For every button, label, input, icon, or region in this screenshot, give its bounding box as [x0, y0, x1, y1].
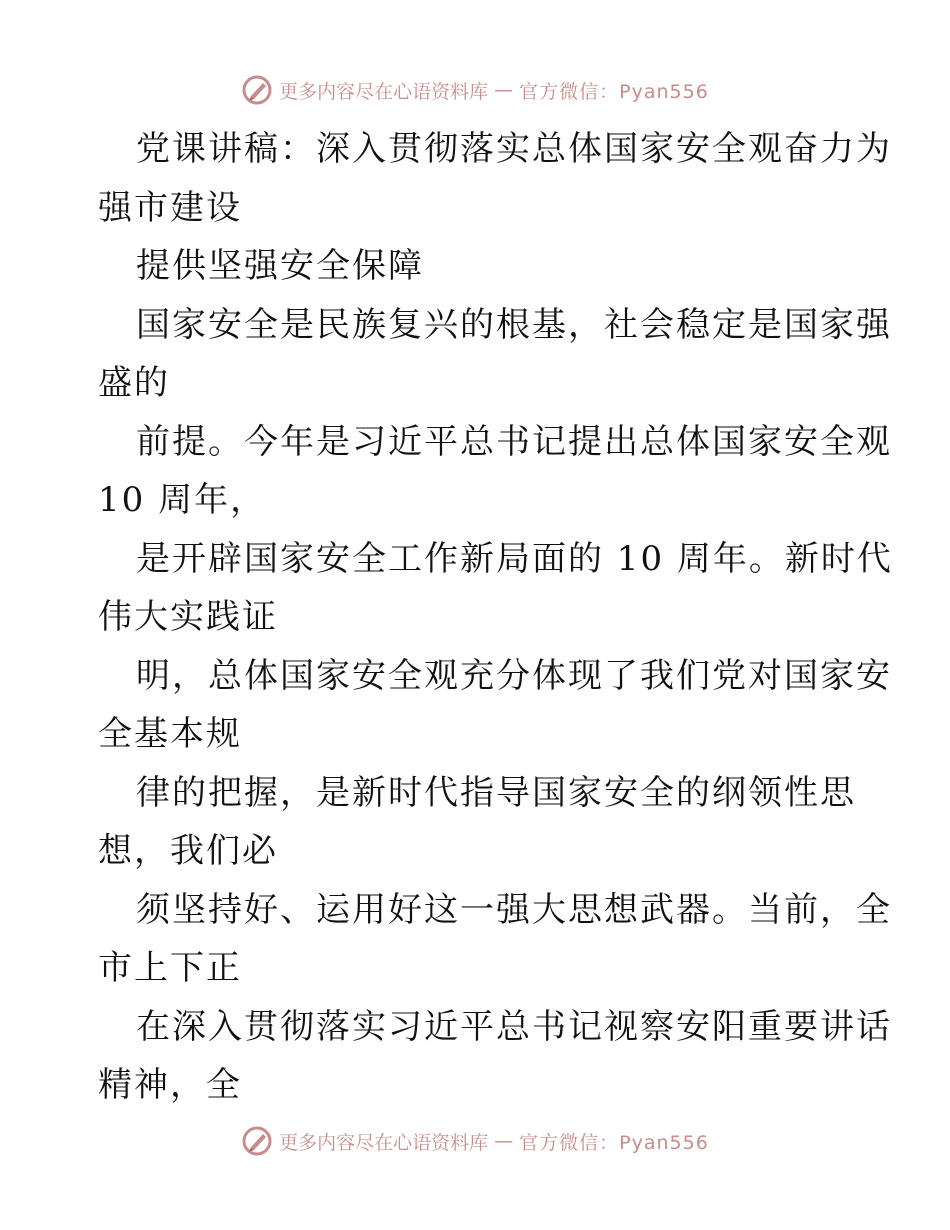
text-line: 全基本规 [98, 714, 242, 754]
watermark-wechat-text: 官方微信：Pyan556 [519, 1131, 709, 1154]
text-line: 伟大实践证 [98, 597, 278, 637]
document-body [98, 120, 893, 1115]
text-line: 强市建设 [98, 187, 242, 228]
text-line: 10 周年， [98, 480, 267, 520]
text-line: 明，总体国家安全观充分体现了我们党对国家安 [136, 655, 892, 696]
text-line: 是开辟国家安全工作新局面的 10 周年。新时代 [136, 538, 893, 579]
text-line: 前提。今年是习近平总书记提出总体国家安全观 [136, 421, 892, 462]
footer-watermark [0, 1121, 950, 1161]
text-line: 市上下正 [98, 948, 242, 988]
text-line: 须坚持好、运用好这一强大思想武器。当前，全 [136, 889, 892, 930]
text-line: 在深入贯彻落实习近平总书记视察安阳重要讲话 [136, 1006, 892, 1047]
text-line: 精神，全 [98, 1065, 242, 1105]
pen-logo-icon [241, 1125, 273, 1157]
watermark-site-text: 更多内容尽在心语资料库 [279, 80, 489, 103]
pen-logo-icon [241, 74, 273, 106]
text-line: 提供坚强安全保障 [136, 246, 424, 286]
text-line: 想，我们必 [98, 831, 278, 871]
header-watermark [0, 70, 950, 110]
text-line: 律的把握，是新时代指导国家安全的纲领性思 [136, 772, 856, 813]
watermark-separator: — [494, 79, 514, 101]
text-line: 党课讲稿：深入贯彻落实总体国家安全观奋力为 [136, 129, 892, 169]
watermark-separator: — [494, 1130, 514, 1152]
text-line: 盛的 [98, 363, 170, 403]
watermark-wechat-text: 官方微信：Pyan556 [519, 80, 709, 103]
watermark-site-text: 更多内容尽在心语资料库 [279, 1131, 489, 1154]
text-line: 国家安全是民族复兴的根基，社会稳定是国家强 [136, 304, 892, 345]
